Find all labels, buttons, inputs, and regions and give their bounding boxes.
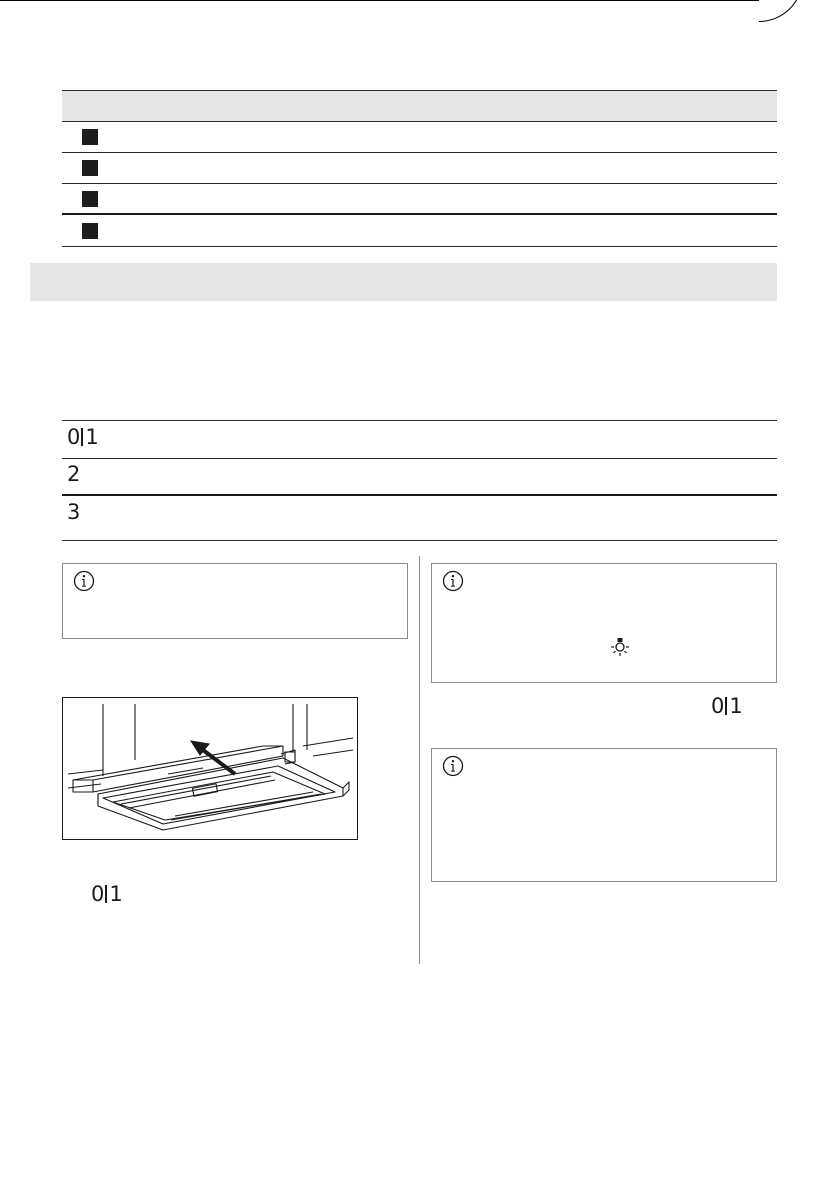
controls-row-3 [62,496,777,541]
black-square-icon [82,160,98,176]
black-square-icon [82,191,98,207]
on-off-symbol-icon: 0 1 [67,425,98,449]
info-circle-icon [442,755,464,777]
controls-row-on-off [62,421,777,459]
extractor-hood-drawing [63,698,357,839]
table-row [62,153,777,184]
section-heading-band [30,263,777,301]
black-square-icon [82,129,98,145]
speed-3-symbol: 3 [67,500,80,524]
info-circle-icon [442,570,464,592]
crop-mark-line [0,0,759,1]
table-row [62,216,777,247]
info-circle-icon [73,570,95,592]
table-row [62,184,777,215]
crop-mark-curve [759,0,803,22]
on-off-symbol-icon: 0 1 [711,694,742,718]
black-square-icon [82,223,98,239]
table-header [62,90,777,122]
column-divider [419,556,420,964]
light-bulb-icon [609,637,631,659]
info-note-box [431,748,777,882]
info-note-box [62,563,408,639]
on-off-symbol-icon: 0 1 [91,882,122,906]
hood-illustration [62,697,358,840]
speed-2-symbol: 2 [67,462,80,486]
table-row [62,122,777,153]
controls-row-2 [62,459,777,496]
info-note-box [431,563,777,683]
